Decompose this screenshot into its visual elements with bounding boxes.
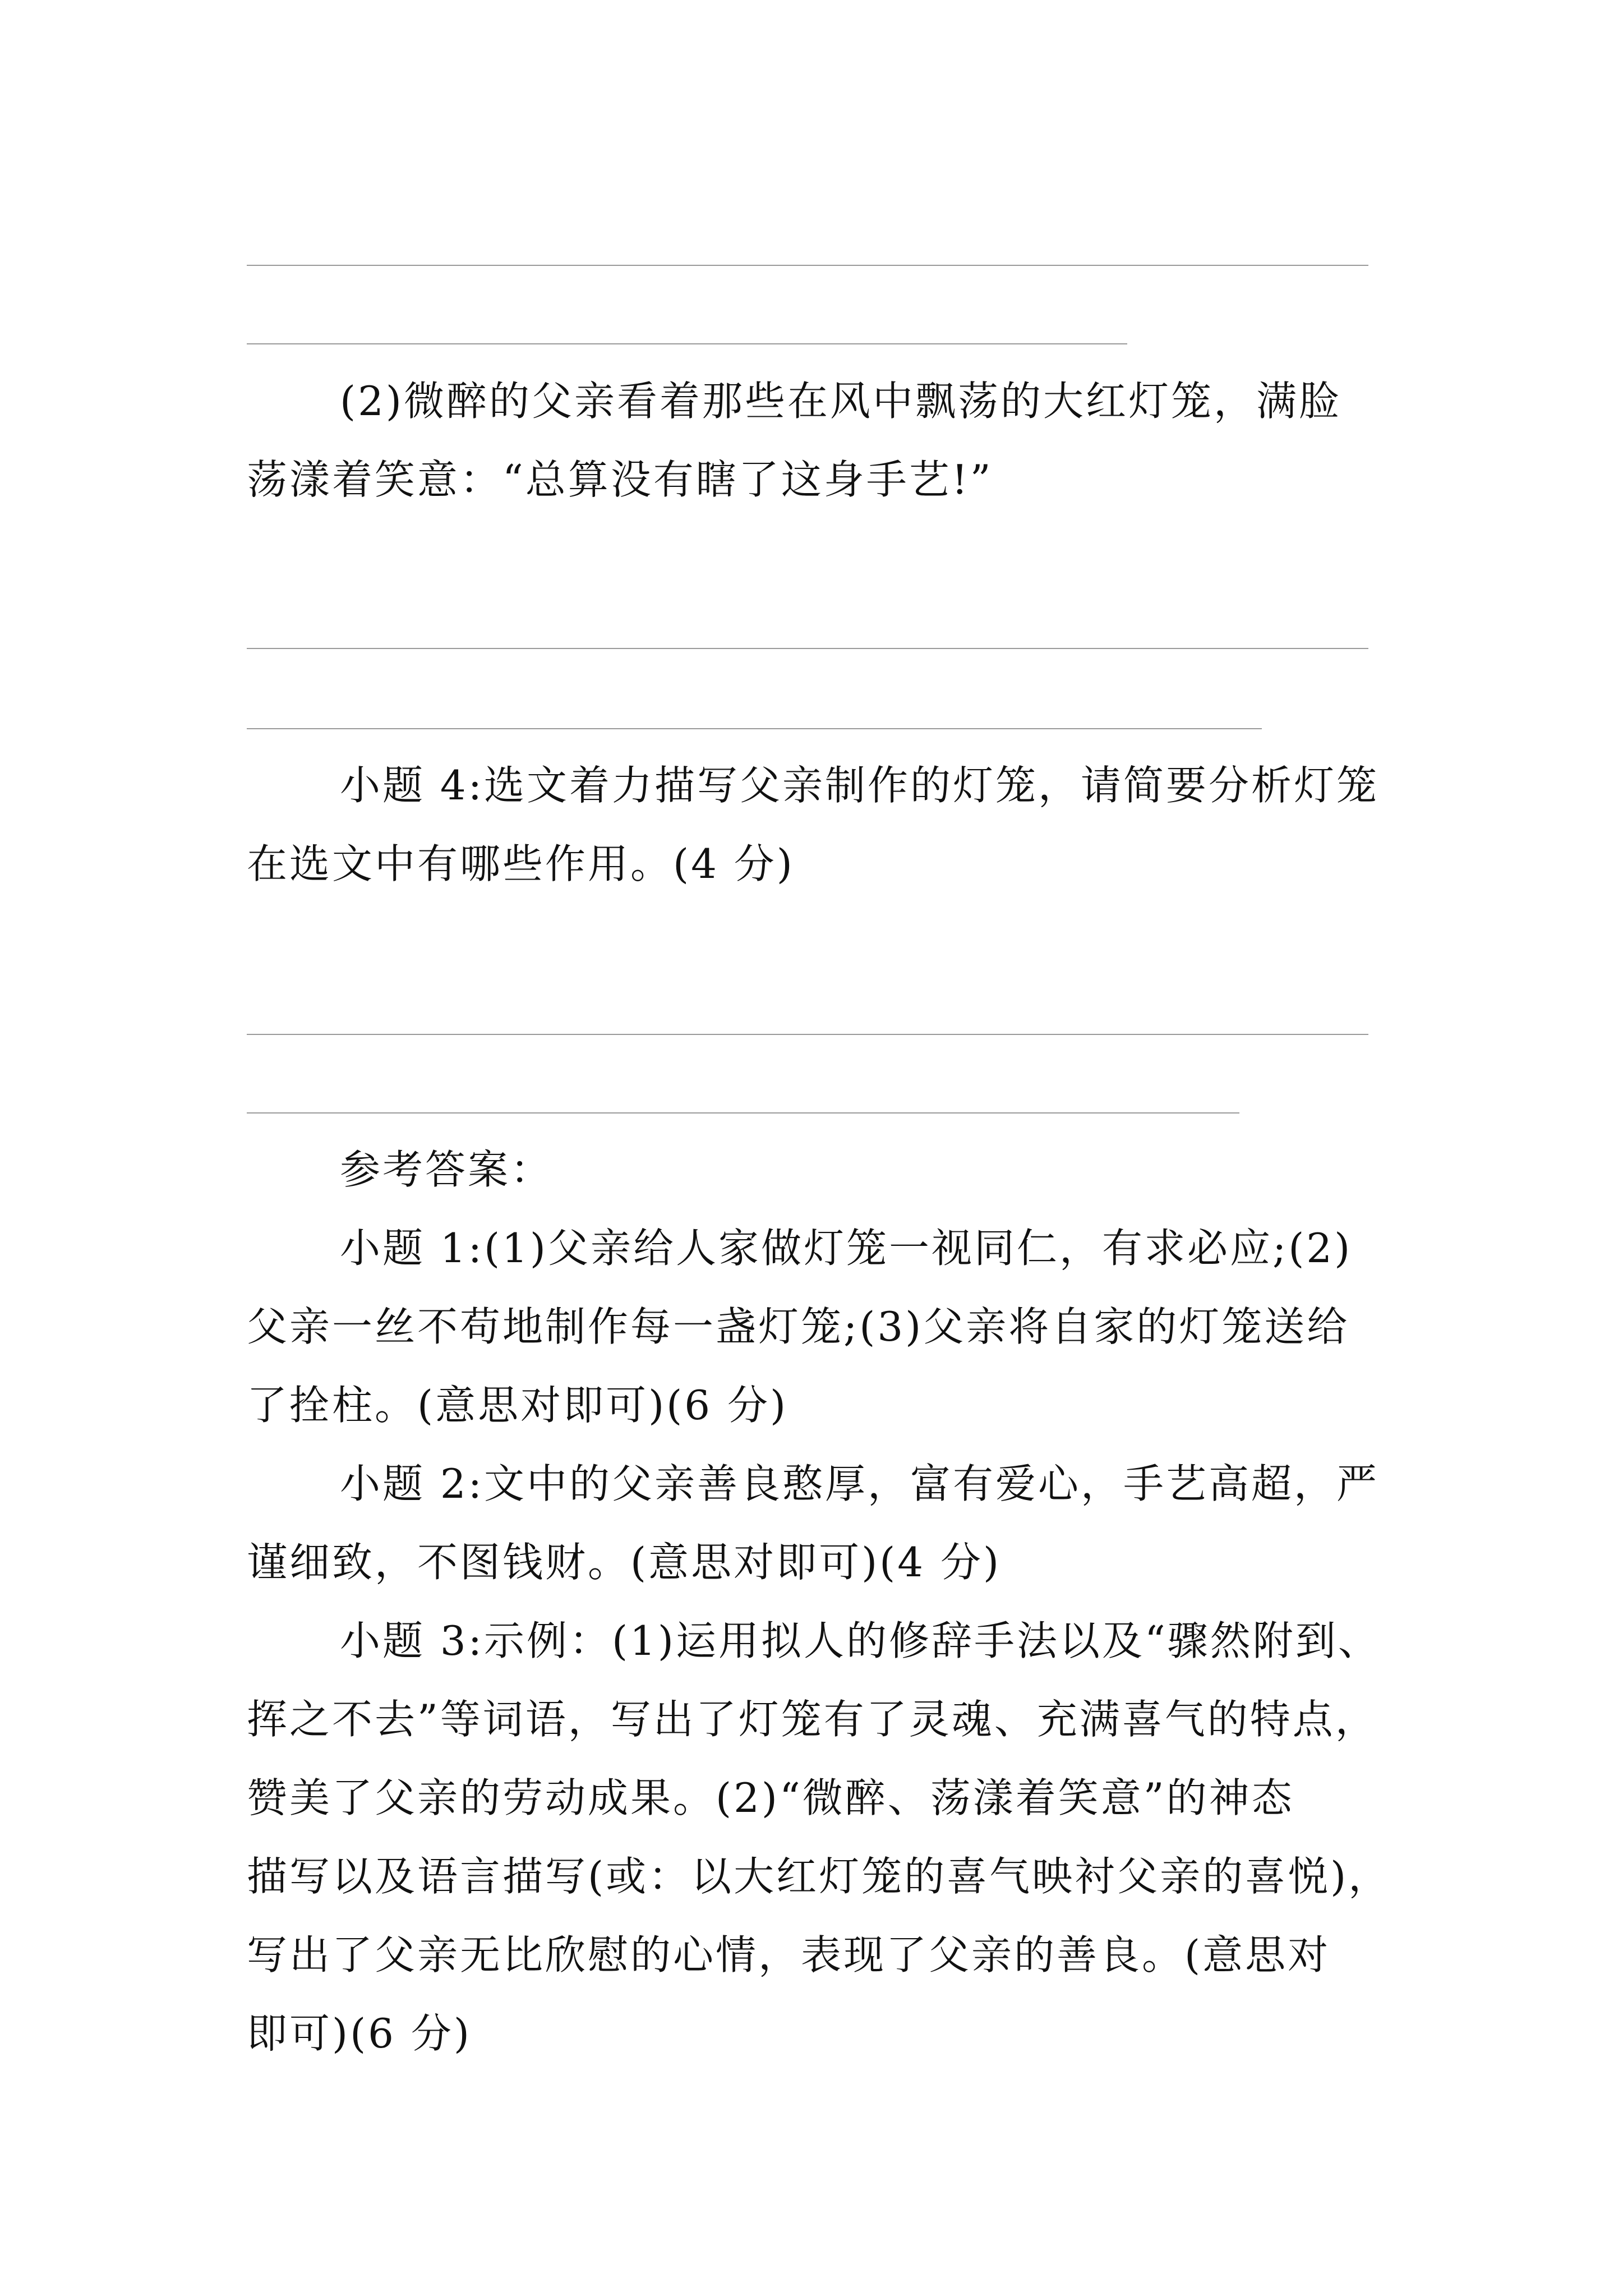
answer-line — [247, 265, 1368, 266]
answer-line — [247, 648, 1368, 649]
answer-3-text: 描写以及语言描写(或：以大红灯笼的喜气映衬父亲的喜悦)， — [247, 1853, 1391, 1900]
answer-line — [247, 728, 1262, 729]
answer-2-text: 谨细致，不图钱财。(意思对即可)(4 分) — [247, 1539, 1002, 1586]
answer-line — [247, 1112, 1239, 1114]
question-4-text: 在选文中有哪些作用。(4 分) — [247, 840, 795, 887]
answer-3-text: 小题 3:示例：(1)运用拟人的修辞手法以及“骤然附到、 — [340, 1617, 1381, 1664]
question-4-text: 小题 4:选文着力描写父亲制作的灯笼，请简要分析灯笼 — [340, 762, 1379, 809]
answer-1-text: 了拴柱。(意思对即可)(6 分) — [247, 1382, 789, 1429]
question-3-2-text: 荡漾着笑意：“总算没有瞎了这身手艺!” — [247, 456, 993, 503]
answer-1-text: 父亲一丝不苟地制作每一盏灯笼;(3)父亲将自家的灯笼送给 — [247, 1303, 1350, 1350]
answers-heading: 参考答案： — [340, 1146, 554, 1193]
answer-3-text: 赞美了父亲的劳动成果。(2)“微醉、荡漾着笑意”的神态 — [247, 1774, 1294, 1821]
answer-2-text: 小题 2:文中的父亲善良憨厚，富有爱心，手艺高超，严 — [340, 1460, 1379, 1507]
answer-line — [247, 343, 1127, 344]
answer-1-text: 小题 1:(1)父亲给人家做灯笼一视同仁，有求必应;(2) — [340, 1225, 1353, 1272]
answer-line — [247, 1034, 1368, 1035]
answer-3-text: 挥之不去”等词语，写出了灯笼有了灵魂、充满喜气的特点， — [247, 1696, 1378, 1743]
question-3-2-text: (2)微醉的父亲看着那些在风中飘荡的大红灯笼，满脸 — [340, 378, 1341, 425]
answer-3-text: 写出了父亲无比欣慰的心情，表现了父亲的善良。(意思对 — [247, 1931, 1331, 1978]
answer-3-text: 即可)(6 分) — [247, 2010, 472, 2057]
